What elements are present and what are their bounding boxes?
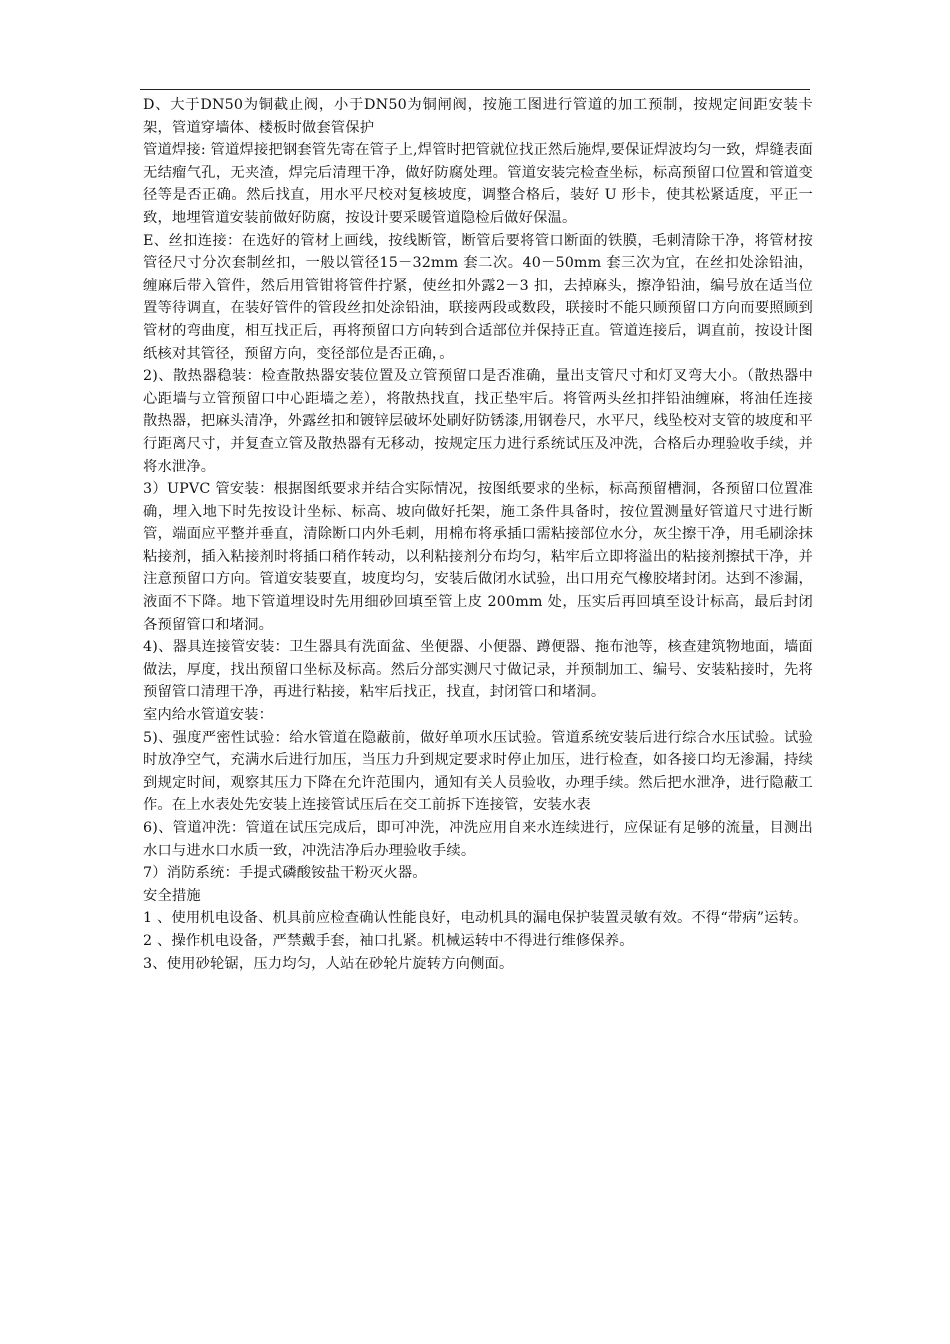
paragraph-fixture-connection: 4)、器具连接管安装：卫生器具有洗面盆、坐便器、小便器、蹲便器、拖布池等，核查建筑物地面，墙面做法，厚度，找出预留口坐标及标高。然后分部实测尺寸做记录，并预制加工、编号、安装粘接时，先将预留管口清理干净，再进行粘接，粘牢后找正，找直，封闭管口和堵洞。 [143, 639, 813, 701]
paragraph-pipe-welding: 管道焊接: 管道焊接把钢套管先寄在管子上,焊管时把管就位找正然后施焊,要保证焊波均匀一致，焊缝表面无结瘤气孔，无夹渣，焊完后清理干净，做好防腐处理。管道安装完检查坐标，标高预留口位置和管道变径等是否正确。然后找直，用水平尺校对复核坡度，调整合格后，装好 U 形卡，使其松紧适度，平正一致，地埋管道安装前做好防腐，按设计要采暖管道隐检后做好保温。 [143, 142, 813, 226]
paragraph-radiator-install: 2)、散热器稳装：检查散热器安装位置及立管预留口是否准确，量出支管尺寸和灯叉弯大小。（散热器中心距墙与立管预留口中心距墙之差），将散热找直，找正垫牢后。将管两头丝扣拌铅油缠麻，将油任连接散热器，把麻头清净，外露丝扣和镀锌层破坏处刷好防锈漆,用钢卷尺，水平尺，线坠校对支管的坡度和平行距离尺寸，并复查立管及散热器有无移动，按规定压力进行系统试压及冲洗，合格后办理验收手续，并将水泄净。 [143, 368, 813, 475]
paragraph-upvc-install: 3）UPVC 管安装：根据图纸要求并结合实际情况，按图纸要求的坐标，标高预留槽洞，各预留口位置准确，埋入地下时先按设计坐标、标高、坡向做好托架，施工条件具备时，按位置测量好管道尺寸进行断管，端面应平整并垂直，清除断口内外毛刺，用棉布将承插口需粘接部位水分，灰尘擦干净，用毛刷涂抹粘接剂，插入粘接剂时将插口稍作转动，以利粘接剂分布均匀，粘牢后立即将溢出的粘接剂擦拭干净，并注意预留口方向。管道安装要直，坡度均匀，安装后做闭水试验，出口用充气橡胶堵封闭。达到不渗漏，液面不下降。地下管道埋设时先用细砂回填至管上皮 200mm 处，压实后再回填至设计标高，最后封闭各预留管口和堵洞。 [143, 481, 813, 633]
paragraph-safety-1: 1 、使用机电设备、机具前应检查确认性能良好，电动机具的漏电保护装置灵敏有效。不得“带病”运转。 [143, 910, 808, 927]
paragraph-threaded-connection: E、丝扣连接：在选好的管材上画线，按线断管，断管后要将管口断面的铁膜，毛刺清除干净，将管材按管径尺寸分次套制丝扣，一般以管径15－32mm 套二次。40－50mm 套三次为宜，在丝扣处涂铅油，缠麻后带入管件，然后用管钳将管件拧紧，使丝扣外露2－3 扣，去掉麻头，擦净铅油，编号放在适当位置等待调直，在装好管件的管段丝扣处涂铅油，联接两段或数段，联接时不能只顾预留口方向而要照顾到管材的弯曲度，相互找正后，再将预留口方向转到合适部位并保持正直。管道连接后，调直前，按设计图纸核对其管径，预留方向，变径部位是否正确，。 [143, 232, 813, 362]
paragraph-pipe-flushing: 6)、管道冲洗：管道在试压完成后，即可冲洗，冲洗应用自来水连续进行，应保证有足够的流量，目测出水口与进水口水质一致，冲洗洁净后办理验收手续。 [143, 820, 813, 859]
paragraph-fire-system: 7）消防系统：手提式磷酸铵盐干粉灭火器。 [143, 865, 427, 882]
paragraph-valve-spec: D、大于DN50为铜截止阀，小于DN50为铜闸阀，按施工图进行管道的加工预制，按规定间距安装卡架，管道穿墙体、楼板时做套管保护 [143, 97, 813, 136]
section-heading-indoor-water: 室内给水管道安装： [143, 707, 274, 724]
paragraph-safety-2: 2 、操作机电设备，严禁戴手套，袖口扎紧。机械运转中不得进行维修保养。 [143, 932, 634, 949]
header-rule [140, 89, 810, 90]
document-body [143, 94, 813, 975]
paragraph-pressure-test: 5)、强度严密性试验：给水管道在隐蔽前，做好单项水压试验。管道系统安装后进行综合水压试验。试验时放净空气，充满水后进行加压，当压力升到规定要求时停止加压，进行检查，如各接口均无渗漏，持续到规定时间，观察其压力下降在允许范围内，通知有关人员验收，办理手续。然后把水泄净，进行隐蔽工作。在上水表处先安装上连接管试压后在交工前拆下连接管，安装水表 [143, 729, 813, 814]
paragraph-safety-3: 3、使用砂轮锯，压力均匀，人站在砂轮片旋转方向侧面。 [143, 955, 514, 972]
section-heading-safety: 安全措施 [143, 887, 201, 904]
